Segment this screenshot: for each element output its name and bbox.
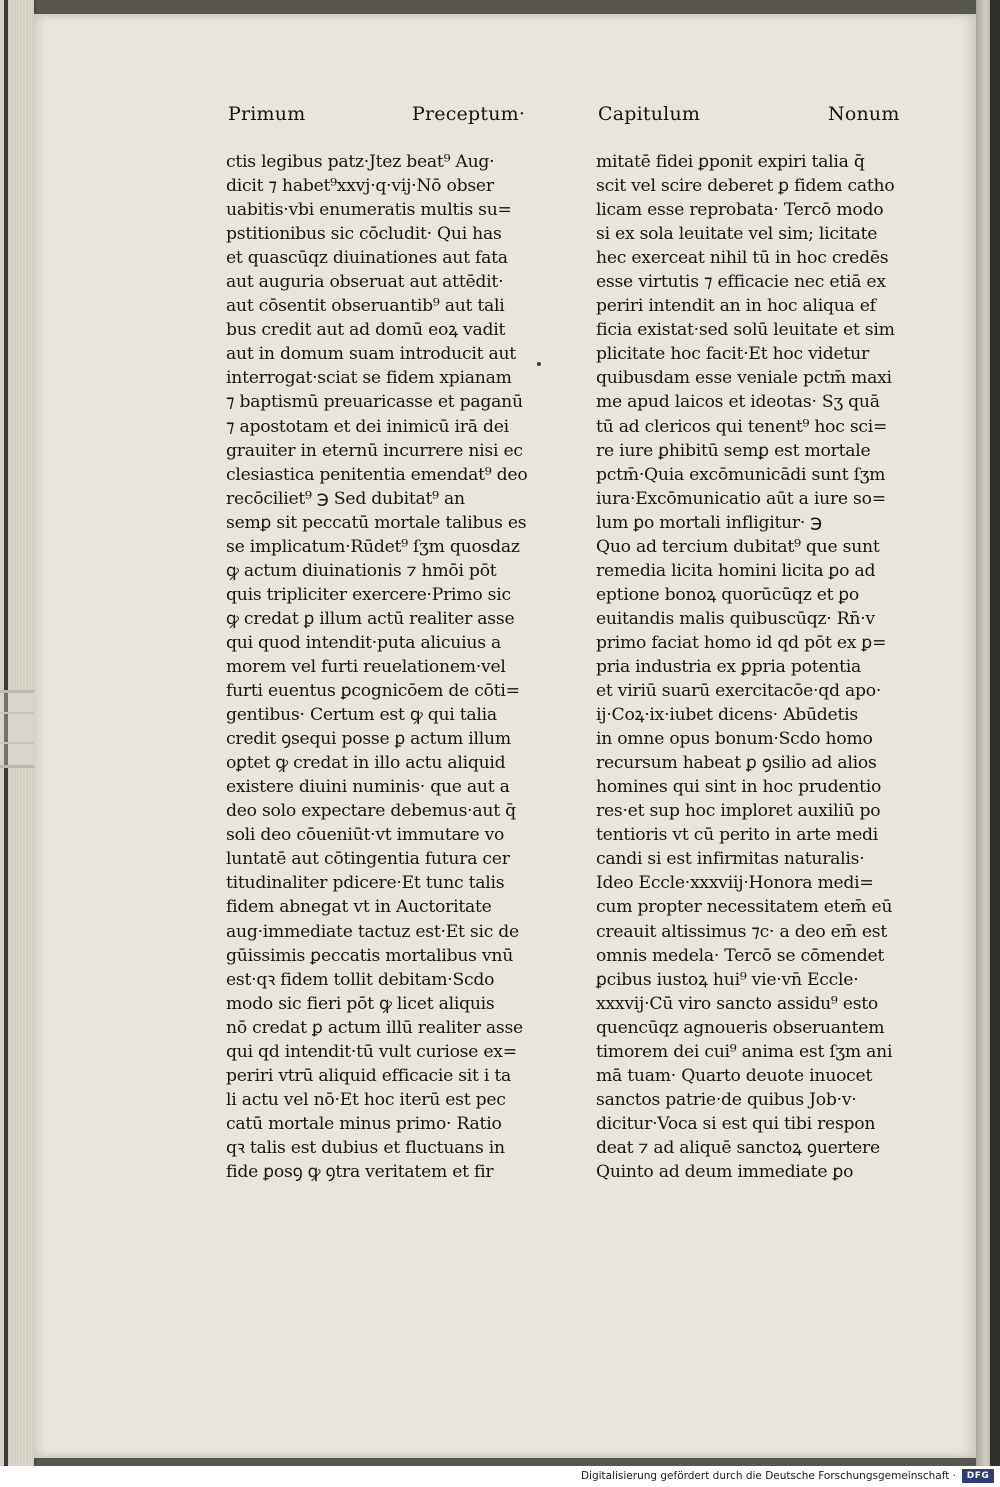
text-line: omnis medela· Tercō se cōmendet: [596, 945, 885, 966]
text-line: quis tripliciter exercere·Primo sic: [226, 584, 511, 605]
text-line: sanctos patrie·de quibus Job·v·: [596, 1089, 857, 1110]
text-line: aut in domum suam introducit aut: [226, 344, 516, 365]
text-line: est·qꝛ fidem tollit debitam·Scdo: [226, 969, 495, 990]
text-line: credit ꝯsequi posse ꝑ actum illum: [226, 729, 511, 750]
right-book-edge: [976, 0, 1000, 1487]
text-line: in omne opus bonum·Scdo homo: [596, 729, 873, 750]
text-line: primo faciat homo id qd pōt ex ꝑ=: [596, 632, 887, 653]
text-line: xxxvij·Cū viro sancto assidu⁹ esto: [596, 993, 879, 1014]
text-line: titudinaliter pdicere·Et tunc talis: [226, 873, 505, 894]
text-line: deo solo expectare debemus·aut q̄: [226, 801, 516, 822]
text-line: fide ꝑosꝯ ꝙ ꝯtra veritatem et fir: [226, 1161, 494, 1182]
running-head-left: Primum: [228, 103, 306, 125]
text-column-left: [226, 150, 538, 1184]
text-line: et quascūqz diuinationes aut fata: [226, 248, 508, 269]
text-line: li actu vel nō·Et hoc iterū est pec: [226, 1089, 506, 1110]
text-line: quencūqz agnoueris obseruantem: [596, 1017, 885, 1038]
text-line: ꝙ actum diuinationis ⁊ hmōi pōt: [226, 560, 497, 581]
text-line: interrogat·sciat se fidem xpianam: [226, 368, 512, 389]
text-line: remedia licita homini licita ꝑo ad: [596, 560, 876, 581]
text-line: recōciliet⁹ ℈ Sed dubitat⁹ an: [226, 488, 465, 509]
text-line: euitandis malis quibuscūqz· Rn̄·v: [596, 608, 875, 629]
text-line: gentibus· Certum est ꝙ qui talia: [226, 705, 497, 726]
text-line: existere diuini numinis· que aut a: [226, 777, 510, 798]
text-line: morem vel furti reuelationem·vel: [226, 656, 506, 677]
ink-speck: [537, 362, 541, 366]
text-line: mā tuam· Quarto deuote inuocet: [596, 1065, 873, 1086]
text-line: candi si est infirmitas naturalis·: [596, 849, 865, 870]
text-line: quibusdam esse veniale pctm̄ maxi: [596, 368, 892, 389]
text-line: plicitate hoc facit·Et hoc videtur: [596, 344, 869, 365]
text-line: licam esse reprobata· Tercō modo: [596, 200, 884, 221]
text-line: si ex sola leuitate vel sim; licitate: [596, 224, 878, 245]
text-line: catū mortale minus primo· Ratio: [226, 1113, 502, 1134]
text-line: recursum habeat ꝑ ꝯsilio ad alios: [596, 753, 877, 774]
text-line: clesiastica penitentia emendat⁹ deo: [226, 464, 528, 485]
dfg-logo[interactable]: DFG: [962, 1469, 994, 1483]
text-line: dicitur·Voca si est qui tibi respon: [596, 1113, 876, 1134]
text-line: bus credit aut ad domū eoꝝ vadit: [226, 320, 506, 341]
text-line: re iure ꝑhibitū semꝑ est mortale: [596, 440, 871, 461]
text-line: dicit ⁊ habet⁹xxvj·q·vij·Nō obser: [226, 176, 494, 197]
funding-credit: Digitalisierung gefördert durch die Deutsche Forschungsgemeinschaft ·: [580, 1470, 956, 1482]
text-line: qui qd intendit·tū vult curiose ex=: [226, 1041, 517, 1062]
text-line: periri intendit an in hoc aliqua ef: [596, 296, 876, 317]
text-line: pctm̄·Quia excōmunicādi sunt ſʒm: [596, 464, 886, 485]
text-line: mitatē fidei ꝑponit expiri talia q̄: [596, 152, 865, 172]
text-line: Ideo Eccle·xxxviij·Honora medi=: [596, 873, 874, 894]
running-head-right: Nonum: [828, 103, 900, 125]
text-line: Quinto ad deum immediate ꝑo: [596, 1161, 854, 1182]
text-line: ⁊ baptismū preuaricasse et paganū: [226, 392, 523, 413]
text-line: deat ⁊ ad aliquē sanctoꝝ ꝯuertere: [596, 1137, 880, 1158]
text-line: periri vtrū aliquid efficacie sit i ta: [226, 1065, 512, 1086]
text-line: uabitis·vbi enumeratis multis su=: [226, 200, 512, 221]
text-line: creauit altissimus ⁊c· a deo em̄ est: [596, 921, 888, 942]
text-line: nō credat ꝑ actum illū realiter asse: [226, 1017, 523, 1038]
text-line: ficia existat·sed solū leuitate et sim: [596, 320, 895, 341]
text-line: gūissimis ꝑeccatis mortalibus vnū: [226, 945, 514, 966]
footer-bar: [0, 1466, 1000, 1487]
text-line: hec exerceat nihil tū in hoc credēs: [596, 248, 889, 269]
text-line: aut auguria obseruat aut attēdit·: [226, 272, 504, 293]
spine: [990, 0, 1000, 1487]
text-line: oꝑtet ꝙ credat in illo actu aliquid: [226, 753, 506, 774]
text-line: tentioris vt cū perito in arte medi: [596, 825, 878, 846]
text-line: eptione bonoꝝ quorūcūqz et ꝑo: [596, 584, 859, 605]
text-line: ⁊ apostotam et dei inimicū irā dei: [226, 416, 509, 437]
text-line: ij·Coꝝ·ix·iubet dicens· Abūdetis: [596, 705, 858, 726]
text-line: me apud laicos et ideotas· Sʒ quā: [596, 392, 880, 413]
text-line: modo sic fieri pōt ꝙ licet aliquis: [226, 993, 495, 1014]
text-line: qꝛ talis est dubius et fluctuans in: [226, 1137, 505, 1158]
running-head-right-center: Capitulum: [598, 103, 701, 125]
text-line: ꝑcibus iustoꝝ hui⁹ vie·vn̄ Eccle·: [596, 969, 859, 990]
text-line: scit vel scire deberet ꝑ fidem catho: [596, 176, 895, 197]
text-line: semꝑ sit peccatū mortale talibus es: [226, 512, 527, 533]
running-head-left-center: Preceptum·: [412, 103, 526, 125]
text-line: soli deo cōueniūt·vt immutare vo: [226, 825, 505, 846]
text-line: pstitionibus sic cōcludit· Qui has: [226, 224, 502, 245]
text-line: fidem abnegat vt in Auctoritate: [226, 897, 492, 918]
text-line: luntatē aut cōtingentia futura cer: [226, 849, 510, 870]
text-line: homines qui sint in hoc prudentio: [596, 777, 882, 798]
text-line: cum propter necessitatem etem̄ eū: [596, 897, 893, 918]
text-line: res·et sup hoc imploret auxiliū po: [596, 801, 881, 822]
text-line: lum ꝑo mortali infligitur· ℈: [596, 512, 823, 533]
text-line: pria industria ex ꝑpria potentia: [596, 656, 862, 677]
text-line: tū ad clericos qui tenent⁹ hoc sci=: [596, 416, 888, 437]
text-line: se implicatum·Rūdet⁹ ſʒm quosdaz: [226, 536, 520, 557]
text-line: et viriū suarū exercitacōe·qd apo·: [596, 681, 882, 702]
text-line: qui quod intendit·puta alicuius a: [226, 632, 501, 653]
text-line: esse virtutis ⁊ efficacie nec etiā ex: [596, 272, 886, 293]
text-line: aug·immediate tactuz est·Et sic de: [226, 921, 519, 942]
text-line: iura·Excōmunicatio aūt a iure so=: [596, 488, 886, 509]
text-line: timorem dei cui⁹ anima est ſʒm ani: [596, 1041, 893, 1062]
text-line: ꝙ credat ꝑ illum actū realiter asse: [226, 608, 515, 629]
text-line: Quo ad tercium dubitat⁹ que sunt: [596, 536, 880, 557]
text-column-right: [596, 150, 902, 1184]
text-line: aut cōsentit obseruantib⁹ aut tali: [226, 296, 505, 317]
text-line: ctis legibus patz·Jtez beat⁹ Aug·: [226, 152, 495, 172]
text-line: grauiter in eternū incurrere nisi ec: [226, 440, 523, 461]
text-line: furti euentus ꝑcognicōem de cōti=: [226, 681, 520, 702]
